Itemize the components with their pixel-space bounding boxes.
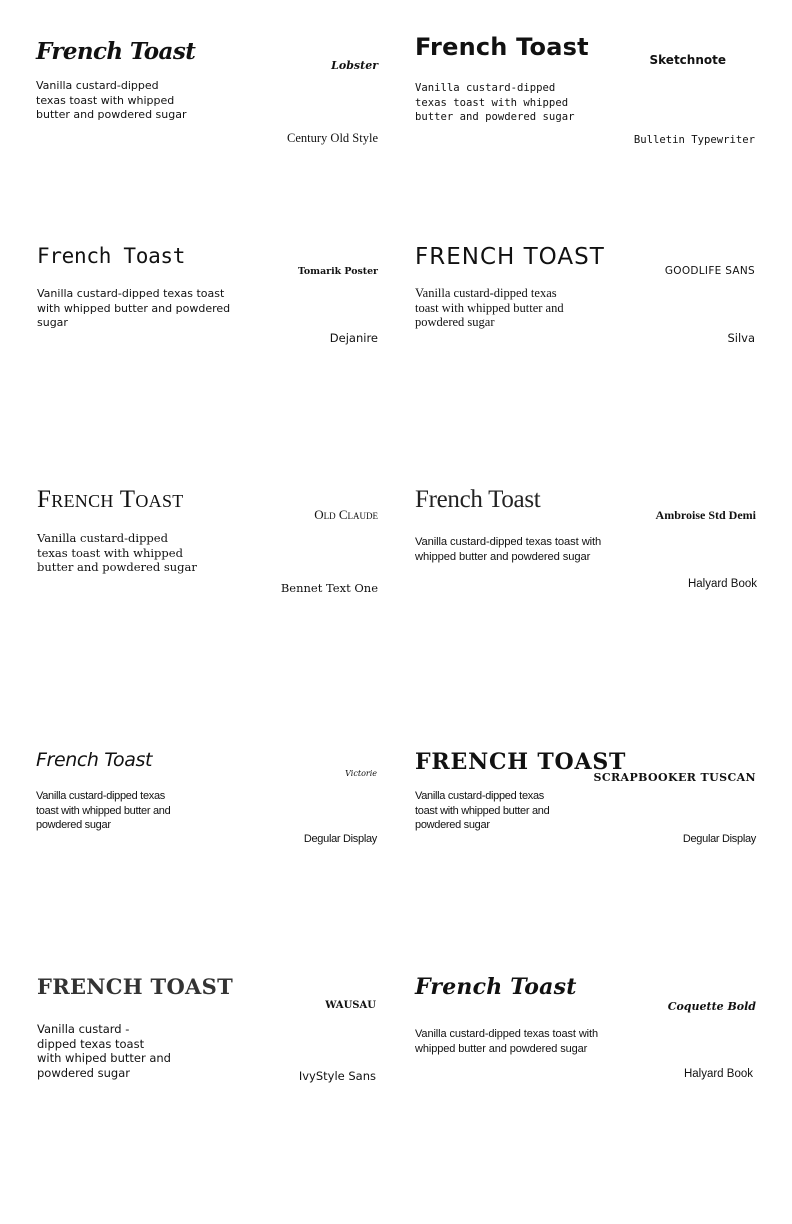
specimen-description: Vanilla custard-dipped texas toast with whipped butter and powdered sugar bbox=[36, 790, 171, 832]
specimen-title: French Toast bbox=[36, 38, 196, 65]
specimen-wausau bbox=[37, 976, 382, 1136]
body-font-name: Degular Display bbox=[682, 833, 756, 845]
body-font-name: Halyard Book bbox=[687, 578, 757, 590]
specimen-title: French Toast bbox=[415, 974, 577, 1000]
specimen-title: FRENCH TOAST bbox=[415, 749, 627, 775]
specimen-description: Vanilla custard-dipped texas toast with whipped butter and powdered sugar bbox=[37, 531, 197, 575]
specimen-description: Vanilla custard-dipped texas toast with whipped butter and powdered sugar bbox=[37, 287, 231, 330]
specimen-goodlife-sans bbox=[415, 246, 760, 406]
body-font-name: Degular Display bbox=[303, 833, 377, 845]
body-font-name: Dejanire bbox=[329, 331, 378, 345]
heading-font-name: Coquette Bold bbox=[667, 1000, 756, 1013]
heading-font-name: Tomarik Poster bbox=[298, 266, 378, 277]
specimen-title: FRENCH TOAST bbox=[415, 244, 605, 270]
heading-font-name: SCRAPBOOKER TUSCAN bbox=[593, 771, 756, 784]
specimen-scrapbooker-tuscan bbox=[415, 751, 760, 911]
heading-font-name: Old Claude bbox=[314, 507, 378, 522]
specimen-coquette-bold bbox=[415, 976, 760, 1136]
specimen-description: Vanilla custard-dipped texas toast with whipped butter and powdered sugar bbox=[415, 790, 550, 832]
body-font-name: Halyard Book bbox=[683, 1068, 753, 1080]
specimen-description: Vanilla custard-dipped texas toast with whipped butter and powdered sugar bbox=[415, 286, 564, 330]
specimen-sketchnote bbox=[415, 35, 760, 195]
body-font-name: Bulletin Typewriter bbox=[633, 134, 755, 146]
specimen-description: Vanilla custard-dipped texas toast with whipped butter and powdered sugar bbox=[36, 79, 187, 122]
specimen-ambroise-std-demi bbox=[415, 487, 760, 647]
specimen-title: French Toast bbox=[37, 486, 184, 513]
specimen-description: Vanilla custard-dipped texas toast with whipped butter and powdered sugar bbox=[415, 82, 575, 124]
body-font-name: Bennet Text One bbox=[280, 581, 378, 595]
specimen-description: Vanilla custard - dipped texas toast with whiped butter and powdered sugar bbox=[37, 1022, 171, 1080]
specimen-title: French Toast bbox=[37, 244, 186, 268]
specimen-tomarik-poster bbox=[37, 246, 382, 406]
specimen-title: FRENCH TOAST bbox=[37, 974, 234, 999]
heading-font-name: Lobster bbox=[331, 59, 378, 72]
heading-font-name: WAUSAU bbox=[325, 1000, 376, 1011]
specimen-lobster bbox=[36, 38, 381, 198]
heading-font-name: Victorie bbox=[345, 769, 377, 778]
specimen-title: French Toast bbox=[36, 749, 153, 771]
specimen-victorie bbox=[36, 751, 381, 911]
specimen-title: French Toast bbox=[415, 486, 541, 513]
heading-font-name: GOODLIFE SANS bbox=[664, 265, 755, 277]
heading-font-name: Sketchnote bbox=[649, 53, 726, 67]
heading-font-name: Ambroise Std Demi bbox=[655, 508, 756, 522]
specimen-description: Vanilla custard-dipped texas toast with whipped butter and powdered sugar bbox=[415, 1028, 598, 1055]
specimen-description: Vanilla custard-dipped texas toast with whipped butter and powdered sugar bbox=[415, 536, 602, 563]
specimen-old-claude bbox=[37, 487, 382, 647]
body-font-name: IvyStyle Sans bbox=[298, 1069, 376, 1083]
specimen-title: French Toast bbox=[415, 33, 589, 61]
body-font-name: Century Old Style bbox=[287, 131, 378, 145]
body-font-name: Silva bbox=[727, 331, 755, 345]
